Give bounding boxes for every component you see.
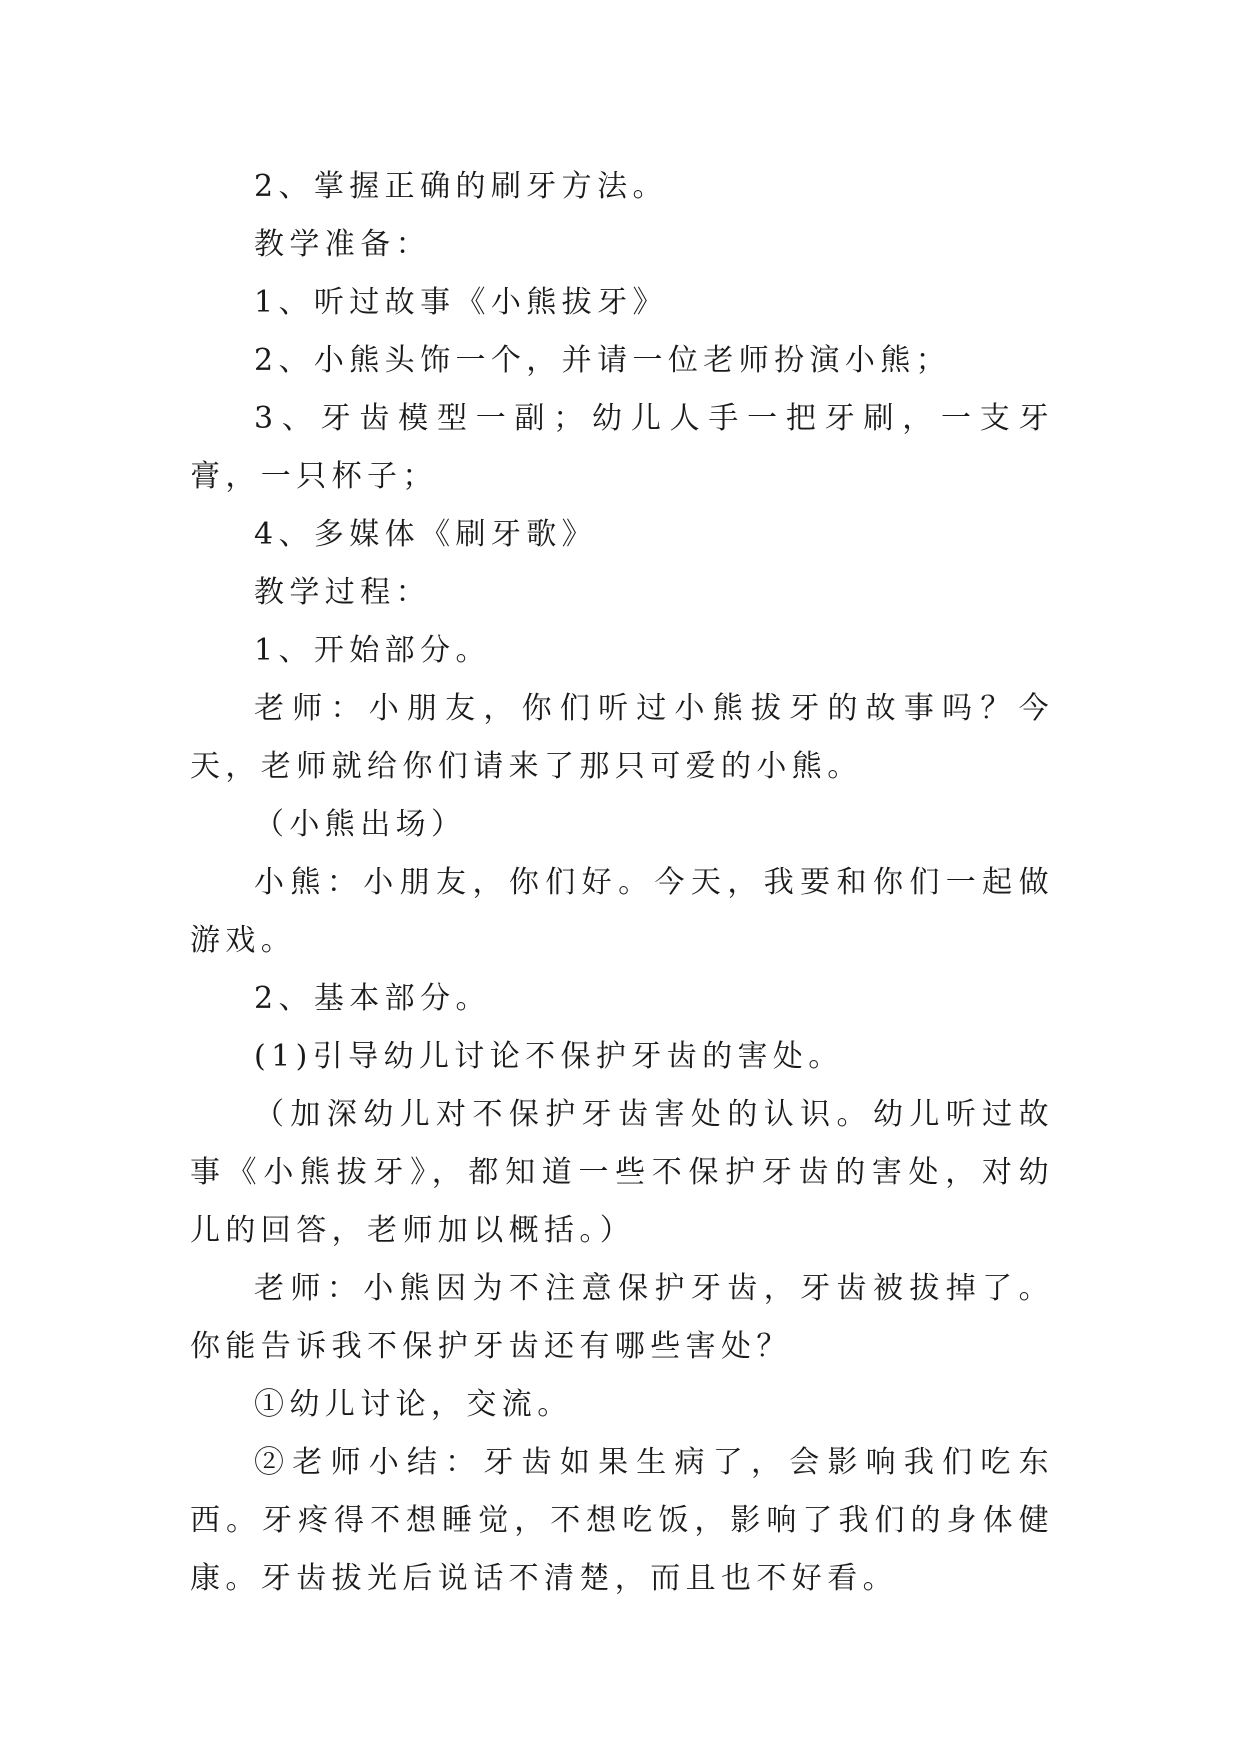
paragraph-goal-2: 2、掌握正确的刷牙方法。 bbox=[254, 169, 668, 204]
paragraph-process-2: 2、基本部分。 bbox=[254, 981, 491, 1016]
paragraph-children-discuss: ①幼儿讨论，交流。 bbox=[254, 1387, 573, 1422]
document-body bbox=[190, 158, 1054, 1608]
paragraph-bear-enters: （小熊出场） bbox=[254, 807, 467, 842]
paragraph-preparation-3: 3、牙齿模型一副；幼儿人手一把牙刷，一支牙膏，一只杯子； bbox=[190, 401, 1054, 494]
paragraph-process-heading: 教学过程： bbox=[254, 575, 431, 610]
paragraph-preparation-4: 4、多媒体《刷牙歌》 bbox=[254, 517, 598, 552]
paragraph-preparation-1: 1、听过故事《小熊拔牙》 bbox=[254, 285, 668, 320]
paragraph-teacher-intro: 老师：小朋友，你们听过小熊拔牙的故事吗？今天，老师就给你们请来了那只可爱的小熊。 bbox=[190, 691, 1054, 784]
paragraph-discussion-note: （加深幼儿对不保护牙齿害处的认识。幼儿听过故事《小熊拔牙》，都知道一些不保护牙齿的害处，对幼儿的回答，老师加以概括。） bbox=[190, 1097, 1054, 1248]
paragraph-preparation-heading: 教学准备： bbox=[254, 227, 431, 262]
paragraph-discussion-guide: (1)引导幼儿讨论不保护牙齿的害处。 bbox=[254, 1039, 844, 1074]
paragraph-bear-greeting: 小熊：小朋友，你们好。今天，我要和你们一起做游戏。 bbox=[190, 865, 1054, 958]
paragraph-teacher-question: 老师：小熊因为不注意保护牙齿，牙齿被拔掉了。你能告诉我不保护牙齿还有哪些害处？ bbox=[190, 1271, 1054, 1364]
paragraph-process-1: 1、开始部分。 bbox=[254, 633, 491, 668]
paragraph-teacher-summary: ②老师小结：牙齿如果生病了，会影响我们吃东西。牙疼得不想睡觉，不想吃饭，影响了我们的身体健康。牙齿拔光后说话不清楚，而且也不好看。 bbox=[190, 1445, 1054, 1596]
paragraph-preparation-2: 2、小熊头饰一个，并请一位老师扮演小熊； bbox=[254, 343, 952, 378]
